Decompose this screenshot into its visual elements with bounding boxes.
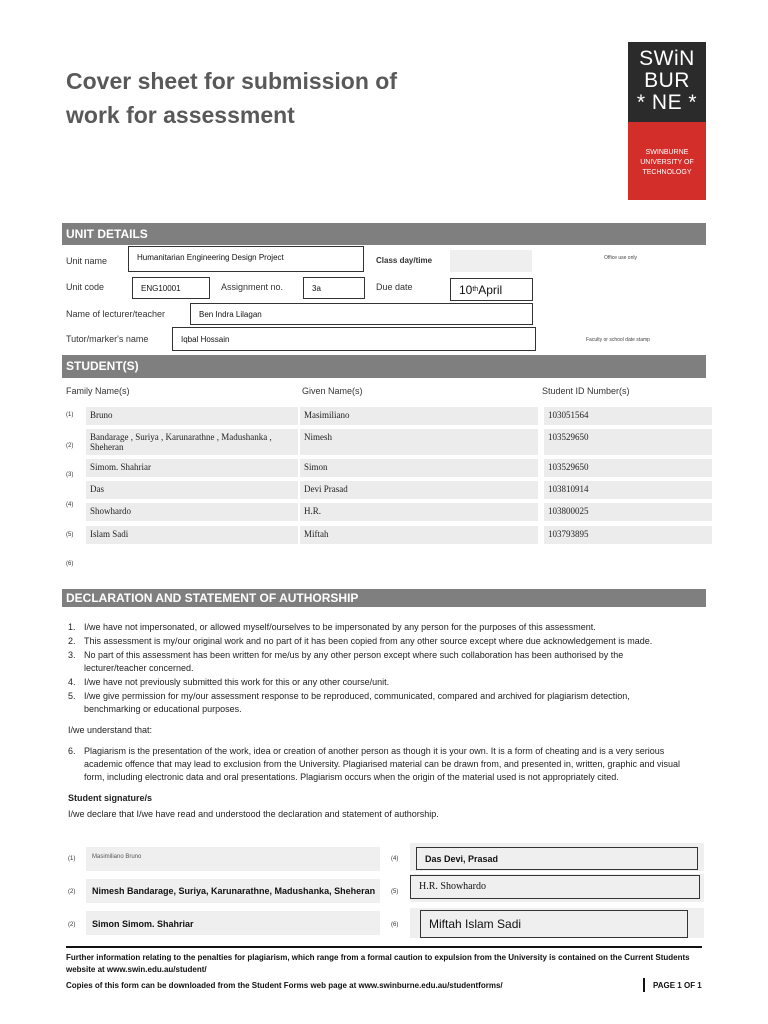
- footer-separator: [643, 978, 645, 992]
- student-id-cell[interactable]: 103529650: [544, 429, 712, 455]
- given-name-cell[interactable]: Simon: [300, 459, 538, 477]
- unit-code-label: Unit code: [66, 282, 105, 292]
- signature-number: (1): [68, 856, 76, 862]
- declaration-item: 2. This assessment is my/our original work and no part of it has been copied from any other source except where due acknowledgement is made.: [68, 636, 653, 646]
- date-stamp-note: Faculty or school date stamp: [586, 337, 650, 343]
- declaration-body: [68, 621, 688, 821]
- signature-number: (4): [391, 856, 399, 862]
- assignment-label: Assignment no.: [221, 282, 284, 292]
- understand-label: I/we understand that:: [68, 725, 153, 735]
- family-name-cell[interactable]: Bruno: [86, 407, 298, 425]
- signature-field-6[interactable]: Miftah Islam Sadi: [420, 910, 688, 938]
- family-name-cell[interactable]: Simom. Shahriar: [86, 459, 298, 477]
- row-number: (6): [66, 561, 74, 567]
- students-header: STUDENT(S): [62, 355, 706, 378]
- logo-subtitle: SWINBURNE UNIVERSITY OF TECHNOLOGY: [628, 122, 706, 200]
- student-id-cell[interactable]: 103529650: [544, 459, 712, 477]
- family-name-header: Family Name(s): [66, 386, 130, 396]
- declaration-item: 5. I/we give permission for my/our assessment response to be reproduced, communicated, compared and archived for plagiarism detection, benchmarking or educational purposes.: [68, 691, 630, 714]
- footer-divider: [66, 946, 702, 948]
- family-name-cell[interactable]: Islam Sadi: [86, 526, 298, 544]
- signature-number: (2): [68, 889, 76, 895]
- family-name-cell[interactable]: Bandarage , Suriya , Karunarathne , Madushanka , Sheheran: [86, 429, 298, 455]
- signature-heading: Student signature/s: [68, 793, 153, 803]
- swinburne-logo: [628, 42, 706, 200]
- unit-name-field[interactable]: Humanitarian Engineering Design Project: [128, 246, 364, 272]
- unit-name-label: Unit name: [66, 256, 108, 266]
- signature-field-4[interactable]: Das Devi, Prasad: [416, 847, 698, 870]
- footer-download: Copies of this form can be downloaded from the Student Forms web page at www.swinburne.edu.au/studentforms/: [66, 981, 503, 990]
- signature-field-5[interactable]: H.R. Showhardo: [410, 875, 700, 899]
- page-number: PAGE 1 OF 1: [653, 981, 702, 990]
- tutor-label: Tutor/marker's name: [66, 334, 149, 344]
- row-number: (3): [66, 472, 74, 478]
- student-id-header: Student ID Number(s): [542, 386, 630, 396]
- declaration-item: 4. I/we have not previously submitted this work for this or any other course/unit.: [68, 677, 390, 687]
- title-line-1: Cover sheet for submission of: [66, 68, 398, 94]
- logo-wordmark: SWiN BUR * NE *: [628, 42, 706, 122]
- page-title: [66, 64, 486, 132]
- signature-field-1[interactable]: Masimiliano Bruno: [86, 847, 380, 871]
- class-day-label: Class day/time: [376, 256, 433, 265]
- lecturer-label: Name of lecturer/teacher: [66, 309, 166, 319]
- student-id-cell[interactable]: 103800025: [544, 503, 712, 521]
- signature-number: (5): [391, 889, 399, 895]
- row-number: (5): [66, 532, 74, 538]
- footer-info: Further information relating to the penalties for plagiarism, which range from a formal caution to expulsion from the University is contained on the Current Students website at www.swin.edu.au/student/: [66, 953, 690, 974]
- tutor-field[interactable]: Iqbal Hossain: [172, 327, 536, 351]
- declaration-item: 1. I/we have not impersonated, or allowed myself/ourselves to be impersonated by any person for the purposes of this assessment.: [68, 622, 596, 632]
- declaration-item: 6. Plagiarism is the presentation of the work, idea or creation of another person as though it is your own. It is a form of cheating and is a very serious academic offence that may lead to exclusion from the University. Plagiarised material can be drawn from, and presented in, written, graphic and visual form, including electronic data and oral presentations. Plagiarism occurs when the origin of the material used is not appropriately cited.: [68, 746, 680, 782]
- given-name-cell[interactable]: Masimiliano: [300, 407, 538, 425]
- given-name-cell[interactable]: Devi Prasad: [300, 481, 538, 499]
- student-id-cell[interactable]: 103051564: [544, 407, 712, 425]
- due-date-field[interactable]: 10 th April: [450, 278, 533, 301]
- row-number: (1): [66, 412, 74, 418]
- signature-number: (6): [391, 922, 399, 928]
- student-id-cell[interactable]: 103810914: [544, 481, 712, 499]
- signature-field-3[interactable]: Simon Simom. Shahriar: [86, 911, 380, 935]
- signature-field-2[interactable]: Nimesh Bandarage, Suriya, Karunarathne, Madushanka, Sheheran: [86, 879, 380, 903]
- student-id-cell[interactable]: 103793895: [544, 526, 712, 544]
- given-name-cell[interactable]: Miftah: [300, 526, 538, 544]
- title-line-2: work for assessment: [66, 102, 295, 128]
- signature-number: (2): [68, 922, 76, 928]
- lecturer-field[interactable]: Ben Indra Lilagan: [190, 303, 533, 325]
- family-name-cell[interactable]: Showhardo: [86, 503, 298, 521]
- signature-declaration: I/we declare that I/we have read and understood the declaration and statement of authorship.: [68, 809, 439, 819]
- row-number: (4): [66, 502, 74, 508]
- given-name-cell[interactable]: Nimesh: [300, 429, 538, 455]
- declaration-item: 3. No part of this assessment has been written for me/us by any other person except where such collaboration has been authorised by the lecturer/teacher concerned.: [68, 650, 624, 673]
- row-number: (2): [66, 443, 74, 449]
- given-name-header: Given Name(s): [302, 386, 363, 396]
- assignment-field[interactable]: 3a: [303, 277, 365, 299]
- unit-details-header: UNIT DETAILS: [62, 223, 706, 245]
- given-name-cell[interactable]: H.R.: [300, 503, 538, 521]
- due-date-label: Due date: [376, 282, 413, 292]
- family-name-cell[interactable]: Das: [86, 481, 298, 499]
- unit-code-field[interactable]: ENG10001: [132, 277, 210, 299]
- declaration-header: DECLARATION AND STATEMENT OF AUTHORSHIP: [62, 589, 706, 607]
- office-use-note: Office use only: [604, 255, 637, 261]
- class-day-field[interactable]: [450, 250, 532, 272]
